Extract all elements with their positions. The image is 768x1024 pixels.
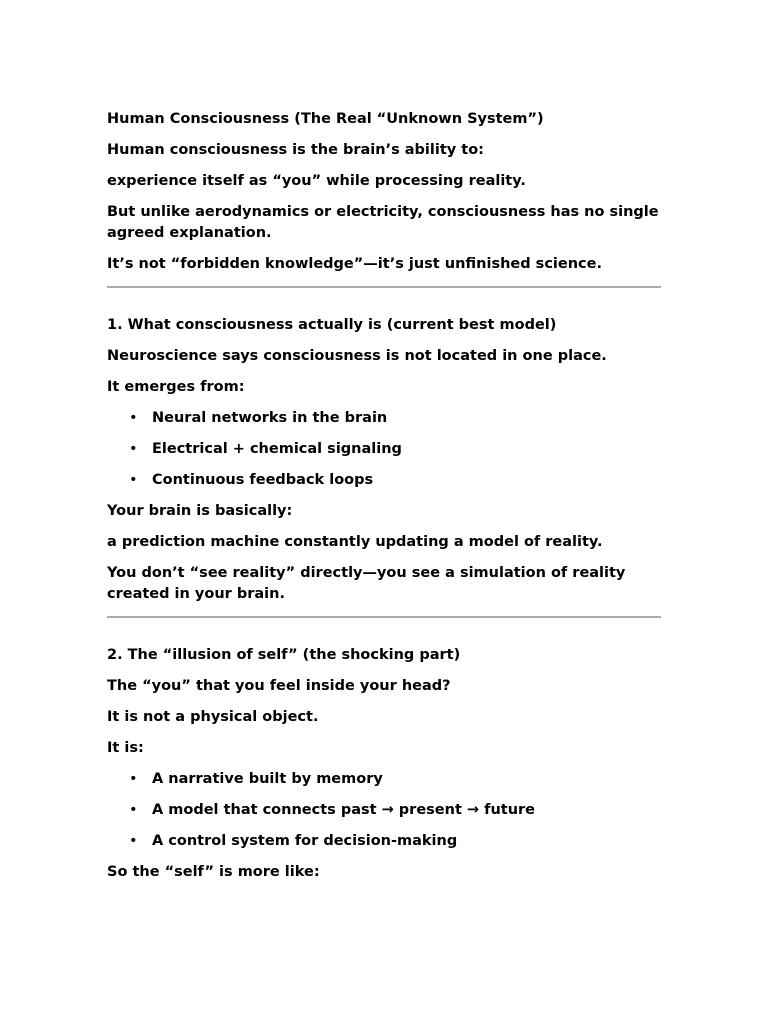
bullet-icon: • <box>129 833 138 849</box>
list-item-text: Electrical + chemical signaling <box>152 441 402 457</box>
section-2-heading: 2. The “illusion of self” (the shocking part) <box>107 647 461 663</box>
section-2-paragraph-1: The “you” that you feel inside your head? <box>107 678 451 694</box>
list-item <box>107 800 661 821</box>
intro-paragraph-4: It’s not “forbidden knowledge”—it’s just unfinished science. <box>107 255 602 272</box>
list-item <box>107 831 661 852</box>
list-item <box>107 408 661 429</box>
section-1-bullet-list <box>107 408 661 491</box>
section-1-paragraph-1: Neuroscience says consciousness is not located in one place. <box>107 348 607 364</box>
bullet-icon: • <box>129 441 138 457</box>
intro-paragraph-1: Human consciousness is the brain’s ability to: <box>107 142 484 158</box>
bullet-icon: • <box>129 802 138 818</box>
section-1-heading: 1. What consciousness actually is (current best model) <box>107 317 557 333</box>
bullet-icon: • <box>129 771 138 787</box>
bullet-icon: • <box>129 410 138 426</box>
bullet-icon: • <box>129 472 138 488</box>
section-2-paragraph-2: It is not a physical object. <box>107 709 319 725</box>
document-title: Human Consciousness (The Real “Unknown System”) <box>107 111 544 127</box>
section-2-paragraph-3: It is: <box>107 740 144 756</box>
section-divider-2 <box>107 616 661 618</box>
section-1-paragraph-3: Your brain is basically: <box>107 503 293 519</box>
list-item <box>107 439 661 460</box>
list-item-text: A control system for decision-making <box>152 833 458 849</box>
section-2-paragraph-4: So the “self” is more like: <box>107 864 320 880</box>
section-1-paragraph-5: You don’t “see reality” directly—you see a simulation of reality created in your brain. <box>107 565 626 602</box>
intro-paragraph-2: experience itself as “you” while processing reality. <box>107 173 526 189</box>
list-item-text: A narrative built by memory <box>152 771 383 787</box>
list-item-text: A model that connects past → present → future <box>152 802 536 818</box>
intro-paragraph-3: But unlike aerodynamics or electricity, consciousness has no single agreed explanation. <box>107 204 659 241</box>
section-1-paragraph-2: It emerges from: <box>107 379 245 395</box>
list-item-text: Neural networks in the brain <box>152 410 388 426</box>
section-1-paragraph-4: a prediction machine constantly updating a model of reality. <box>107 534 603 550</box>
section-divider-1 <box>107 286 661 288</box>
section-2-bullet-list <box>107 769 661 852</box>
list-item-text: Continuous feedback loops <box>152 472 374 488</box>
list-item <box>107 769 661 790</box>
list-item <box>107 470 661 491</box>
document-page <box>107 109 661 893</box>
